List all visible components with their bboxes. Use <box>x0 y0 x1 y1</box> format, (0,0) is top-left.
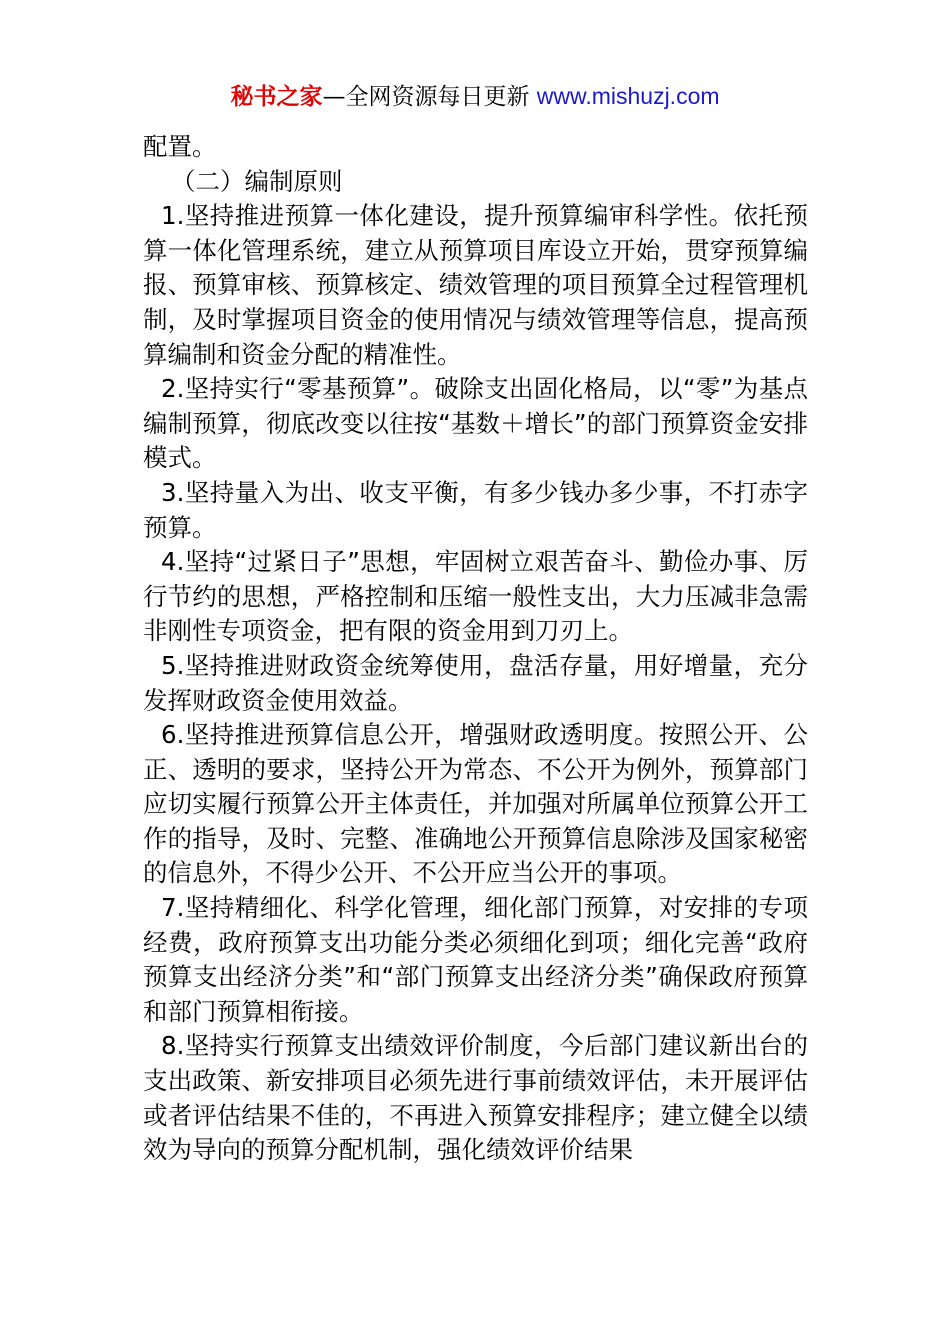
principle-paragraph: 4.坚持“过紧日子”思想，牢固树立艰苦奋斗、勤俭办事、厉行节约的思想，严格控制和压缩一般性支出，大力压减非急需非刚性专项资金，把有限的资金用到刀刃上。 <box>143 547 808 646</box>
paragraph-continuation: 配置。 <box>143 132 217 161</box>
principle-paragraph: 3.坚持量入为出、收支平衡，有多少钱办多少事，不打赤字预算。 <box>143 477 808 542</box>
page-header <box>0 80 950 113</box>
section-heading: （二）编制原则 <box>171 166 343 196</box>
principle-paragraph: 5.坚持推进财政资金统筹使用，盘活存量，用好增量，充分发挥财政资金使用效益。 <box>143 650 808 715</box>
principle-paragraph: 2.坚持实行“零基预算”。破除支出固化格局，以“零”为基点编制预算，彻底改变以往按“基数＋增长”的部门预算资金安排模式。 <box>143 374 808 473</box>
principle-paragraph: 1.坚持推进预算一体化建设，提升预算编审科学性。依托预算一体化管理系统，建立从预算项目库设立开始，贯穿预算编报、预算审核、预算核定、绩效管理的项目预算全过程管理机制，及时掌握项目资金的使用情况与绩效管理等信息，提高预算编制和资金分配的精准性。 <box>143 201 808 369</box>
header-tagline: —全网资源每日更新 <box>322 84 537 110</box>
document-body <box>143 130 808 1168</box>
principle-paragraph: 7.坚持精细化、科学化管理，细化部门预算，对安排的专项经费，政府预算支出功能分类必须细化到项；细化完善“政府预算支出经济分类”和“部门预算支出经济分类”确保政府预算和部门预算相衔接。 <box>143 893 808 1026</box>
principle-paragraph: 8.坚持实行预算支出绩效评价制度，今后部门建议新出台的支出政策、新安排项目必须先进行事前绩效评估，未开展评估或者评估结果不佳的，不再进入预算安排程序；建立健全以绩效为导向的预算分配机制，强化绩效评价结果 <box>143 1031 808 1165</box>
brand-name: 秘书之家 <box>230 84 323 110</box>
website-link[interactable]: www.mishuzj.com <box>536 83 720 109</box>
principle-paragraph: 6.坚持推进预算信息公开，增强财政透明度。按照公开、公正、透明的要求，坚持公开为常态、不公开为例外，预算部门应切实履行预算公开主体责任，并加强对所属单位预算公开工作的指导，及时、完整、准确地公开预算信息除涉及国家秘密的信息外，不得少公开、不公开应当公开的事项。 <box>143 720 808 888</box>
